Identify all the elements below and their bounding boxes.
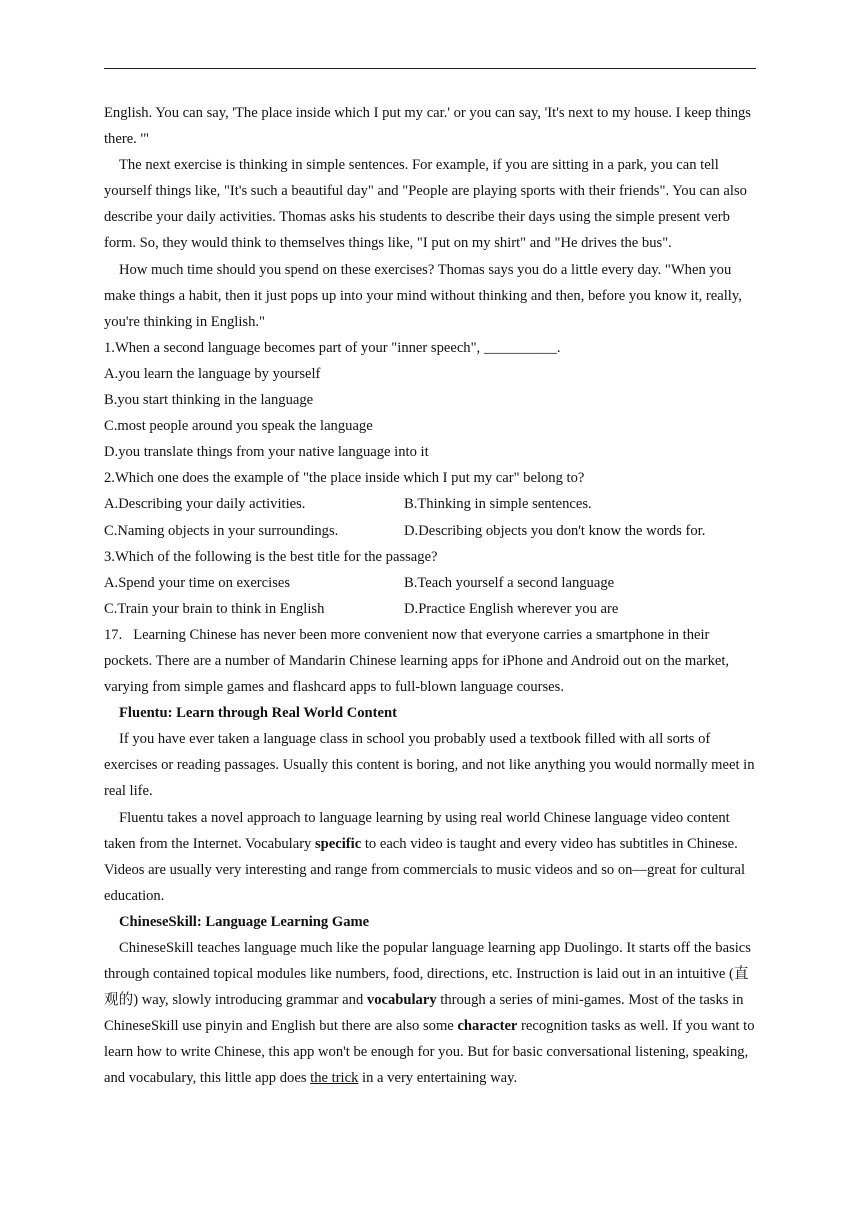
question-2-option-c: C.Naming objects in your surroundings. xyxy=(104,522,339,539)
paragraph-chineseskill xyxy=(104,935,756,1092)
question-3-options-row-2 xyxy=(104,596,756,622)
question-2-option-b: B.Thinking in simple sentences. xyxy=(404,496,592,513)
fluentu-2-text-after: to each video is taught and every video has subtitles in Chinese. Videos are usually very interesting and range from commercials to music videos and so on—great for cultural education. xyxy=(104,835,746,904)
chineseskill-text-2: through a series of mini-games. Most of the tasks in ChineseSkill use pinyin and English but there are also some xyxy=(104,992,744,1035)
heading-fluentu: Fluentu: Learn through Real World Content xyxy=(119,705,397,722)
chineseskill-text-1: ChineseSkill teaches language much like the popular language learning app Duolingo. It starts off the basics through contained topical modules like numbers, food, directions, etc. Instruction is laid out in an intuitive (直观的) way, slowly introducing grammar and xyxy=(104,940,751,1009)
question-2-options-row-2 xyxy=(104,518,756,544)
paragraph-fluentu-1: If you have ever taken a language class in school you probably used a textbook filled with all sorts of exercises or reading passages. Usually this content is boring, and not like anything you would normally meet in real life. xyxy=(104,731,755,800)
heading-chineseskill: ChineseSkill: Language Learning Game xyxy=(119,913,370,930)
question-2-options-row-1 xyxy=(104,491,756,517)
word-vocabulary: vocabulary xyxy=(366,992,437,1009)
question-3-option-a: A.Spend your time on exercises xyxy=(104,574,291,591)
question-1-option-b: B.you start thinking in the language xyxy=(104,392,314,409)
question-3-stem: 3.Which of the following is the best title for the passage? xyxy=(104,548,438,565)
question-1 xyxy=(104,335,756,465)
paragraph-how-much-time: How much time should you spend on these exercises? Thomas says you do a little every day. "When you make things a habit, then it just pops up into your mind without thinking and then, before you know it, really, you're thinking in English." xyxy=(104,261,742,330)
question-1-stem: 1.When a second language becomes part of your "inner speech", __________. xyxy=(104,339,561,356)
question-1-option-c: C.most people around you speak the language xyxy=(104,418,373,435)
question-2-stem: 2.Which one does the example of "the place inside which I put my car" belong to? xyxy=(104,470,585,487)
question-2 xyxy=(104,465,756,543)
paragraph-next-exercise: The next exercise is thinking in simple sentences. For example, if you are sitting in a park, you can tell yourself things like, "It's such a beautiful day" and "People are playing sports with their friends". You can also describe your daily activities. Thomas asks his students to describe their days using the simple present verb form. So, they would think to themselves things like, "I put on my shirt" and "He drives the bus". xyxy=(104,157,747,252)
question-2-option-a: A.Describing your daily activities. xyxy=(104,496,306,513)
document-body xyxy=(104,100,756,1092)
fluentu-2-text-before: Fluentu takes a novel approach to language learning by using real world Chinese language video content taken from the Internet. Vocabulary xyxy=(104,809,730,852)
chineseskill-text-3: recognition tasks as well. If you want to learn how to write Chinese, this app won't be enough for you. But for basic conversational listening, speaking, and vocabulary, this little app does xyxy=(104,1018,755,1087)
question-1-option-d: D.you translate things from your native language into it xyxy=(104,444,429,461)
word-specific: specific xyxy=(315,835,362,852)
question-3-option-c: C.Train your brain to think in English xyxy=(104,600,325,617)
question-3-option-d: D.Practice English wherever you are xyxy=(404,600,619,617)
question-2-option-d: D.Describing objects you don't know the words for. xyxy=(404,522,706,539)
paragraph-17-intro: 17. Learning Chinese has never been more convenient now that everyone carries a smartphone in their pockets. There are a number of Mandarin Chinese learning apps for iPhone and Android out on the market, varying from simple games and flashcard apps to full-blown language courses. xyxy=(104,626,730,696)
question-3-option-b: B.Teach yourself a second language xyxy=(404,574,615,591)
phrase-the-trick: the trick xyxy=(310,1070,359,1087)
chineseskill-text-4: in a very entertaining way. xyxy=(358,1070,518,1087)
paragraph-fluentu-2 xyxy=(104,805,756,909)
word-character: character xyxy=(457,1018,518,1035)
question-3-options-row-1 xyxy=(104,570,756,596)
header-rule xyxy=(104,68,756,69)
question-1-option-a: A.you learn the language by yourself xyxy=(104,365,321,382)
paragraph-english-end: English. You can say, 'The place inside which I put my car.' or you can say, 'It's next to my house. I keep things there. '" xyxy=(104,105,751,148)
question-3 xyxy=(104,544,756,622)
